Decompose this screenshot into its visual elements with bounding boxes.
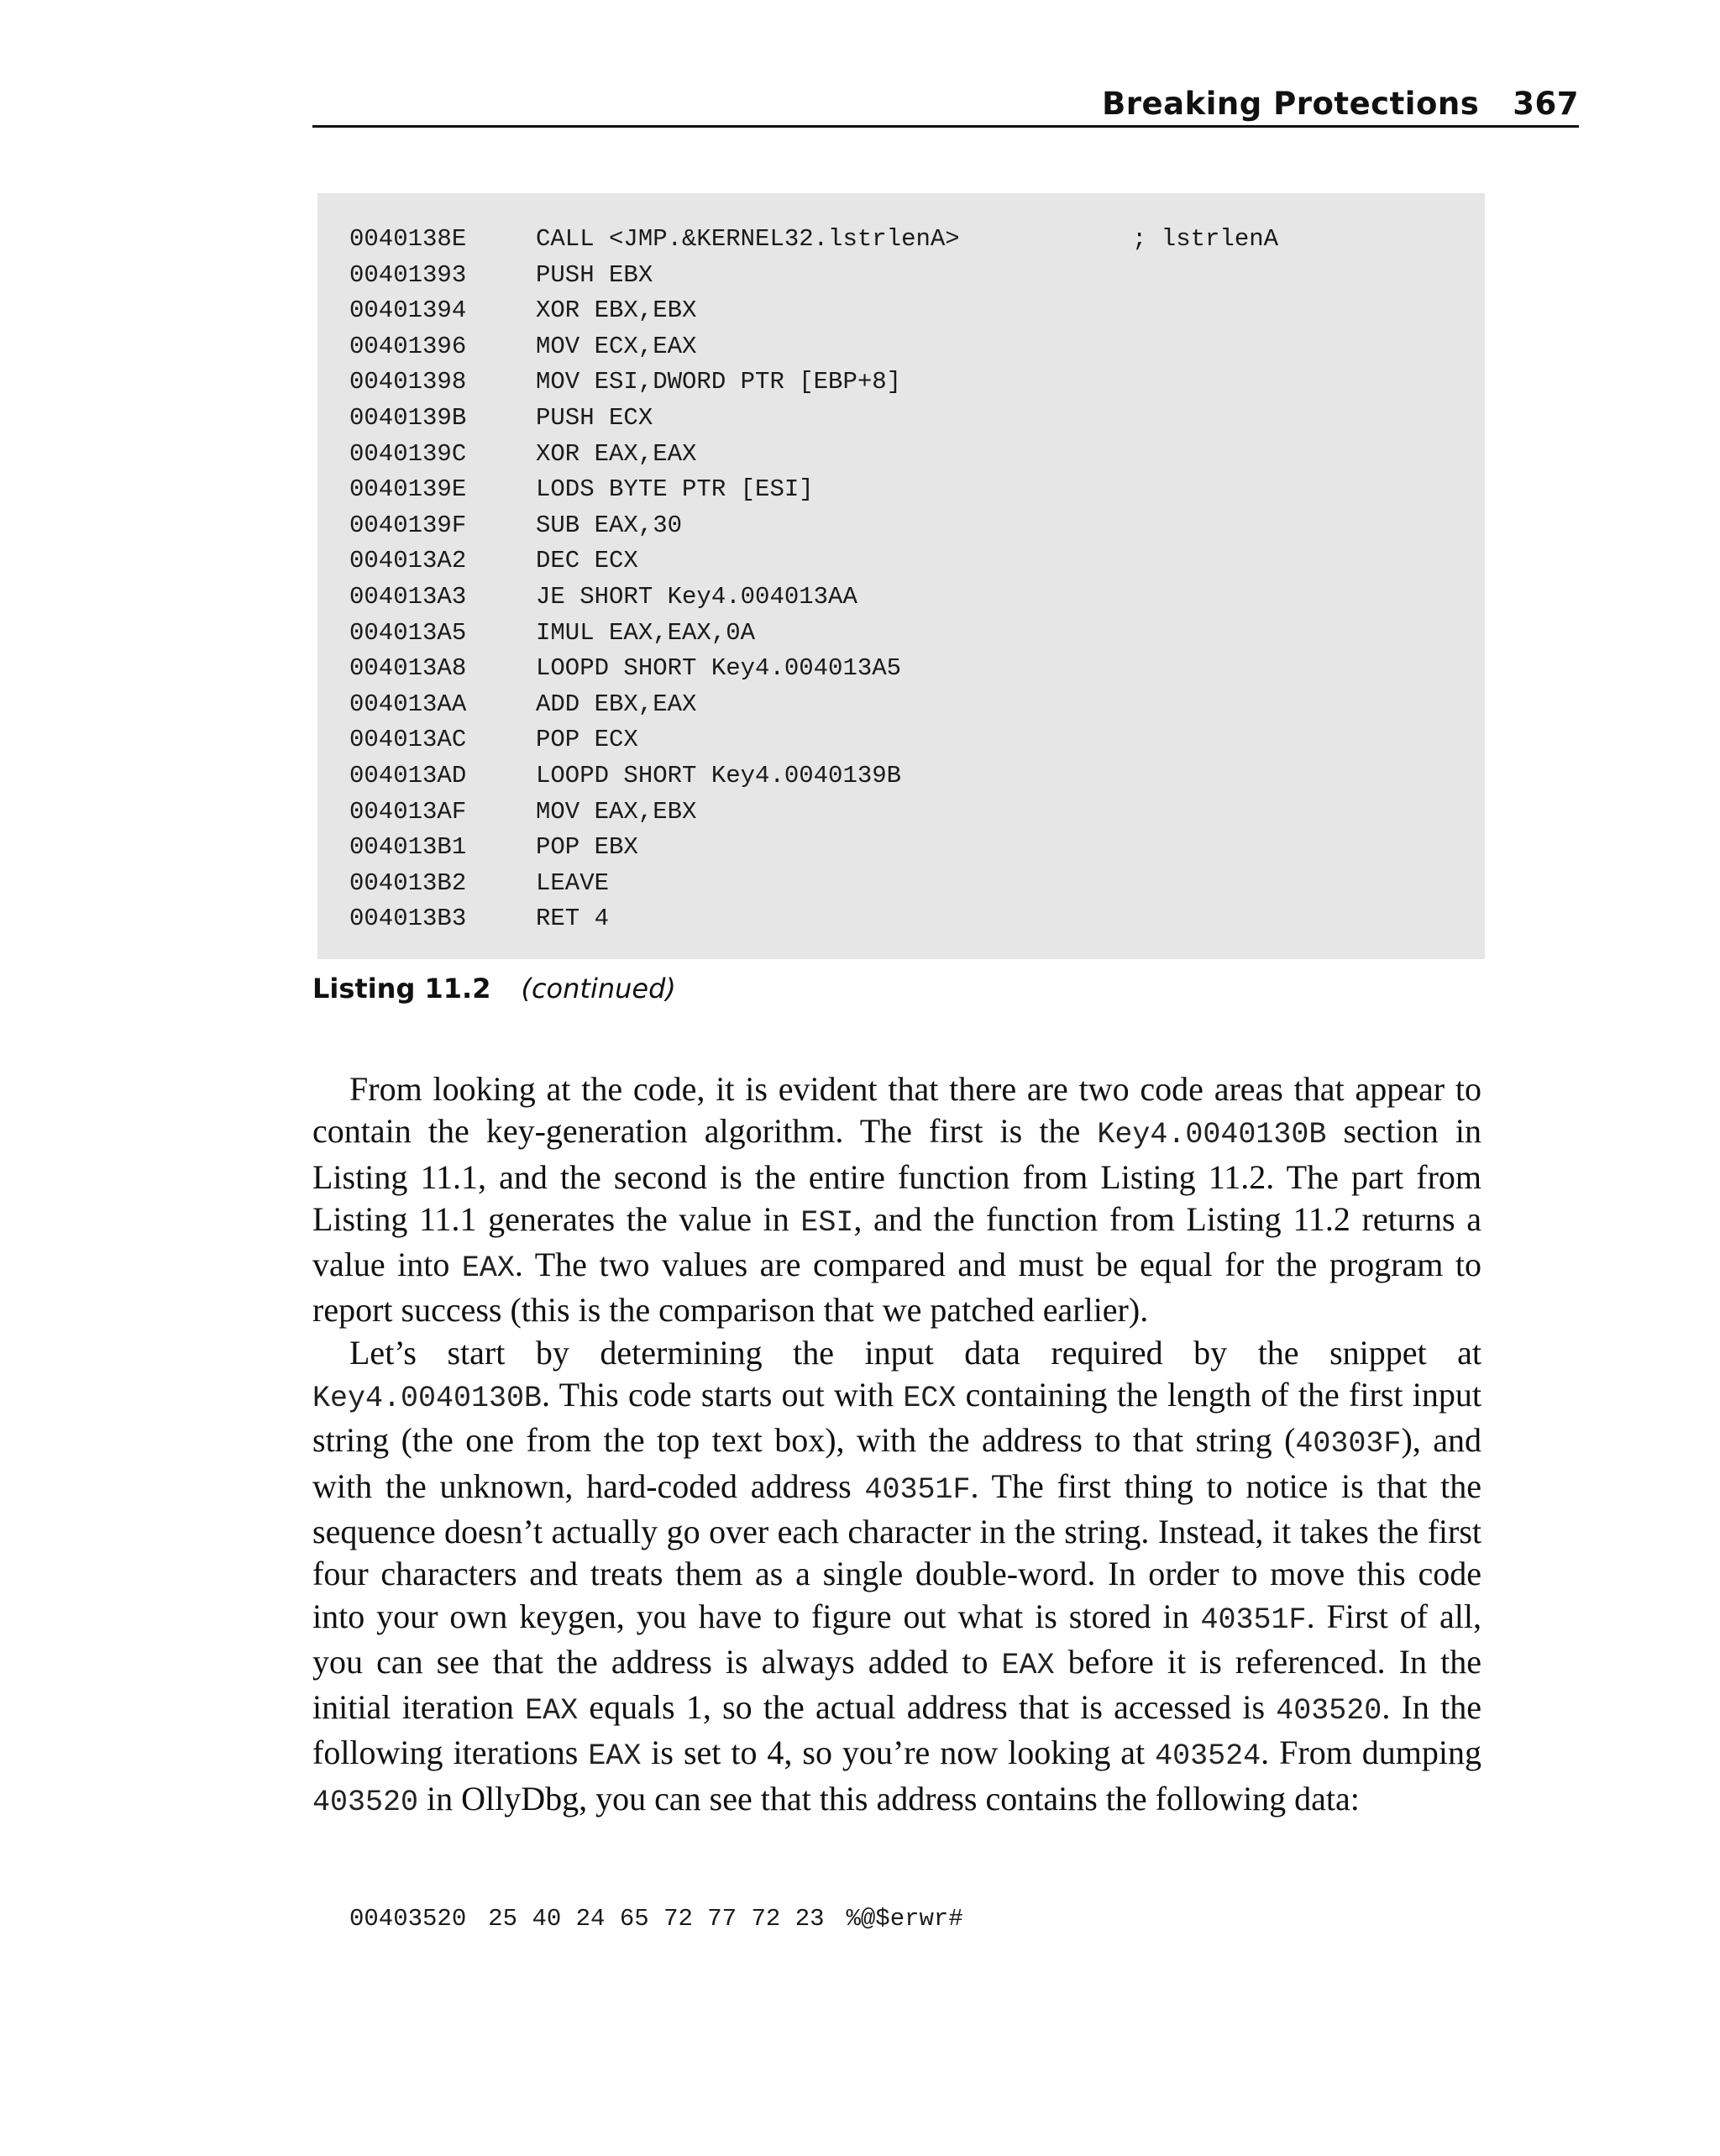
- code-addr: 00401394: [349, 296, 467, 325]
- inline-code: 403524: [1155, 1739, 1261, 1774]
- text-run: equals 1, so the actual address that is accessed is: [578, 1688, 1277, 1727]
- inline-code: EAX: [588, 1739, 642, 1774]
- inline-code: Key4.0040130B: [312, 1382, 543, 1416]
- body-text: [312, 1068, 1481, 1823]
- code-line: [349, 901, 1485, 937]
- code-line: [349, 830, 1485, 866]
- code-instr: LEAVE: [536, 868, 610, 897]
- code-instr: MOV EAX,EBX: [536, 797, 697, 826]
- text-run: is set to 4, so you’re now looking at: [641, 1734, 1156, 1772]
- code-line: [349, 401, 1485, 437]
- code-instr: IMUL EAX,EAX,0A: [536, 618, 756, 647]
- dump-ascii: %@$erwr#: [846, 1905, 963, 1933]
- code-line: [349, 365, 1485, 401]
- code-instr: SUB EAX,30: [536, 511, 683, 539]
- inline-code: EAX: [461, 1251, 515, 1286]
- code-addr: 004013AA: [349, 690, 467, 718]
- code-line: [349, 795, 1485, 831]
- text-run: Let’s start by determining the input data required by the snippet at: [349, 1333, 1481, 1372]
- code-line: [349, 258, 1485, 294]
- inline-code: 403520: [1276, 1694, 1382, 1728]
- code-line: [349, 472, 1485, 508]
- code-instr: CALL <JMP.&KERNEL32.lstrlenA>: [536, 225, 960, 253]
- code-addr: 00401393: [349, 260, 467, 289]
- code-line: [349, 293, 1485, 329]
- code-listing: [317, 193, 1485, 959]
- paragraph: [312, 1068, 1481, 1332]
- code-addr: 004013A3: [349, 582, 467, 611]
- code-addr: 004013AC: [349, 726, 467, 754]
- code-line: [349, 437, 1485, 473]
- code-instr: PUSH ECX: [536, 403, 653, 432]
- text-run: From looking at the code, it is evident that there are two code areas that appear to contain the key-generation algorithm. The first is the: [312, 1070, 1481, 1151]
- code-instr: LOOPD SHORT Key4.004013A5: [536, 654, 902, 683]
- text-run: . This code starts out with: [542, 1376, 904, 1414]
- code-instr: XOR EAX,EAX: [536, 439, 697, 468]
- inline-code: 40351F: [864, 1472, 971, 1507]
- inline-code: ESI: [800, 1205, 854, 1240]
- code-addr: 004013B1: [349, 833, 467, 862]
- code-addr: 004013B2: [349, 868, 467, 897]
- text-run: . From dumping: [1261, 1734, 1482, 1772]
- code-comment: ; lstrlenA: [1132, 225, 1279, 253]
- dump-address: 00403520: [349, 1905, 467, 1933]
- code-instr: PUSH EBX: [536, 260, 653, 289]
- code-line: [349, 866, 1485, 902]
- header-title: Breaking Protections: [1102, 86, 1480, 122]
- code-instr: ADD EBX,EAX: [536, 690, 697, 718]
- inline-code: Key4.0040130B: [1097, 1118, 1327, 1152]
- text-run: , and the function from Listing 11.2 returns a value into: [312, 1199, 1481, 1284]
- code-addr: 0040139B: [349, 403, 467, 432]
- code-line: [349, 508, 1485, 544]
- listing-caption: [312, 973, 676, 1005]
- inline-code: 40351F: [1200, 1603, 1307, 1637]
- code-instr: POP EBX: [536, 833, 638, 862]
- memory-dump-line: [349, 1905, 985, 1933]
- code-line: [349, 329, 1485, 365]
- code-addr: 00401398: [349, 368, 467, 396]
- code-addr: 004013AF: [349, 797, 467, 826]
- code-instr: XOR EBX,EBX: [536, 296, 697, 325]
- inline-code: 403520: [312, 1785, 419, 1819]
- caption-label: Listing 11.2: [312, 973, 491, 1005]
- code-instr: RET 4: [536, 905, 610, 933]
- code-addr: 0040139C: [349, 439, 467, 468]
- inline-code: EAX: [1001, 1648, 1055, 1682]
- code-instr: DEC ECX: [536, 547, 638, 575]
- inline-code: ECX: [903, 1382, 957, 1416]
- text-run: . First of all, you can see that the address is always added to: [312, 1597, 1481, 1681]
- code-addr: 004013B3: [349, 905, 467, 933]
- code-instr: MOV ECX,EAX: [536, 332, 697, 360]
- code-addr: 00401396: [349, 332, 467, 360]
- code-instr: LODS BYTE PTR [ESI]: [536, 475, 814, 504]
- inline-code: EAX: [525, 1694, 579, 1728]
- code-addr: 0040139F: [349, 511, 467, 539]
- code-line: [349, 543, 1485, 580]
- code-addr: 004013A2: [349, 547, 467, 575]
- code-line: [349, 222, 1485, 258]
- code-addr: 0040139E: [349, 475, 467, 504]
- dump-bytes: 25 40 24 65 72 77 72 23: [488, 1905, 825, 1933]
- text-run: . In the following iterations: [312, 1688, 1482, 1772]
- code-addr: 004013A8: [349, 654, 467, 683]
- code-line: [349, 758, 1485, 795]
- code-line: [349, 580, 1485, 616]
- code-instr: POP ECX: [536, 726, 638, 754]
- code-addr: 0040138E: [349, 225, 467, 253]
- code-addr: 004013AD: [349, 761, 467, 789]
- caption-note: (continued): [521, 973, 676, 1005]
- code-instr: LOOPD SHORT Key4.0040139B: [536, 761, 902, 789]
- paragraph: [312, 1332, 1481, 1823]
- page-number: 367: [1513, 86, 1579, 122]
- code-instr: MOV ESI,DWORD PTR [EBP+8]: [536, 368, 902, 396]
- code-line: [349, 687, 1485, 723]
- text-run: containing the length of the first input string (the one from the top text box), with the address to that string (: [312, 1376, 1481, 1460]
- inline-code: 40303F: [1295, 1427, 1402, 1461]
- code-addr: 004013A5: [349, 618, 467, 647]
- code-instr: JE SHORT Key4.004013AA: [536, 582, 857, 611]
- code-line: [349, 651, 1485, 687]
- text-run: in OllyDbg, you can see that this address contains the following data:: [418, 1779, 1360, 1818]
- running-header: [312, 81, 1579, 128]
- text-run: . The two values are compared and must be equal for the program to report success (this is the comparison that we patched earlier).: [312, 1246, 1481, 1330]
- text-run: before it is referenced. In the initial iteration: [312, 1642, 1481, 1727]
- text-run: section in Listing 11.1, and the second is the entire function from Listing 11.2. The part from Listing 11.1 generates the value in: [312, 1112, 1481, 1238]
- text-run: ), and with the unknown, hard-coded address: [312, 1421, 1482, 1505]
- code-line: [349, 722, 1485, 758]
- code-line: [349, 616, 1485, 652]
- text-run: . The first thing to notice is that the sequence doesn’t actually go over each character in the string. Instead, it takes the first four characters and treats them as a single double-word. In order to move this code into your own keygen, you have to figure out what is stored in: [312, 1466, 1482, 1635]
